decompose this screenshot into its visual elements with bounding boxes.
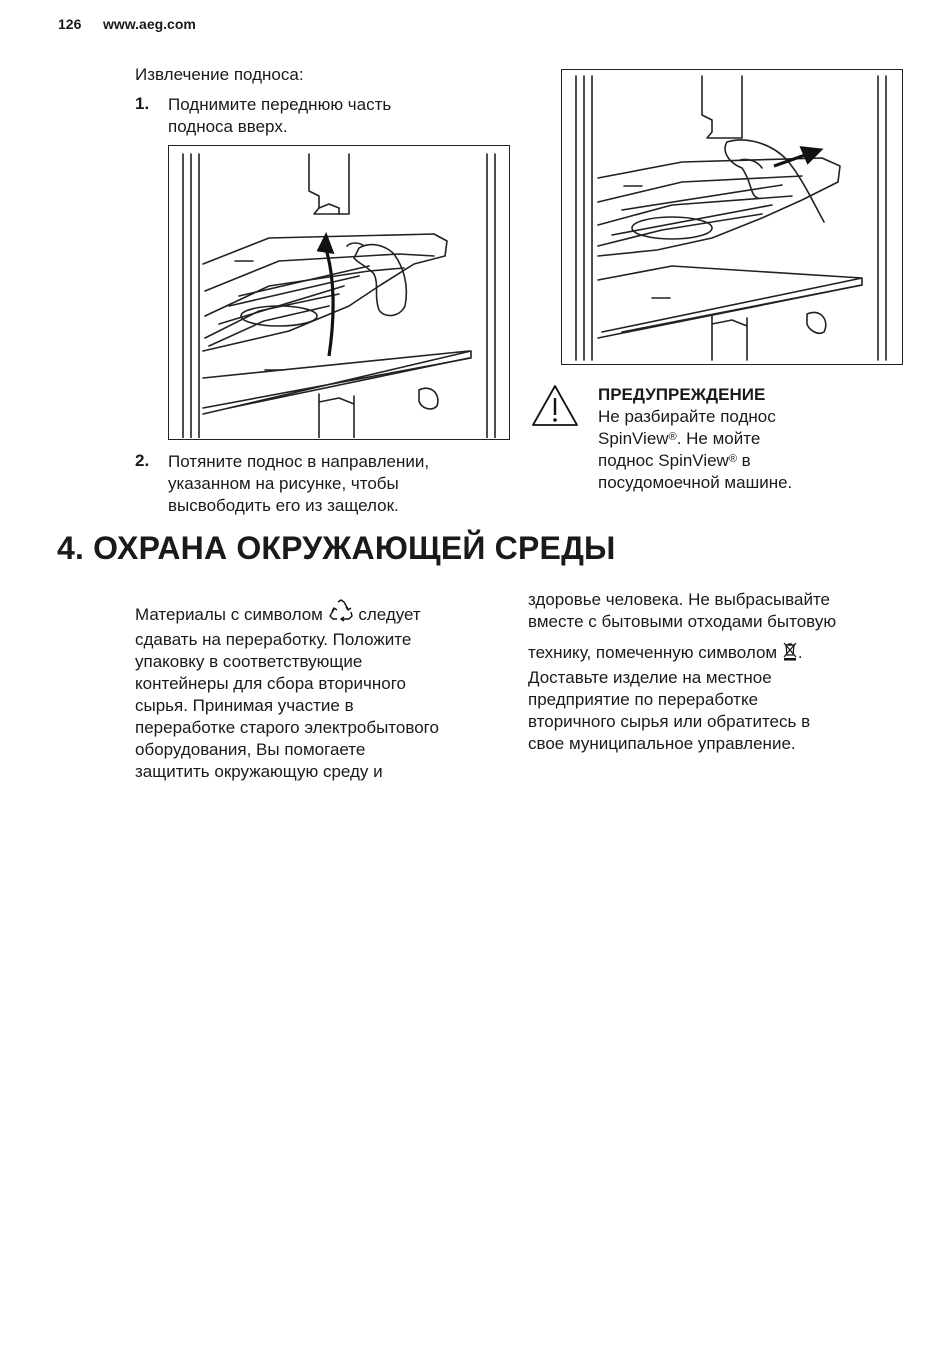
warning-text: в — [736, 451, 751, 470]
step-2-line: указанном на рисунке, чтобы — [168, 474, 399, 493]
lift-tray-illustration — [169, 146, 508, 438]
env-right-column — [528, 589, 908, 755]
warning-block — [598, 384, 898, 494]
figure-lift-tray — [168, 145, 510, 440]
figure-pull-tray — [561, 69, 903, 365]
warning-title: ПРЕДУПРЕЖДЕНИЕ — [598, 385, 766, 404]
step-1-line: подноса вверх. — [168, 117, 288, 136]
env-line: контейнеры для сбора вторичного — [135, 674, 406, 693]
section-title: 4. ОХРАНА ОКРУЖАЮЩЕЙ СРЕДЫ — [57, 530, 616, 566]
warning-text: поднос SpinView — [598, 451, 729, 470]
env-left-column — [135, 599, 505, 783]
env-line: сырья. Принимая участие в — [135, 696, 354, 715]
warning-line — [598, 428, 898, 450]
registered-mark: ® — [668, 431, 677, 443]
env-line: защитить окружающую среду и — [135, 762, 383, 781]
warning-triangle-icon — [530, 383, 580, 434]
step-2-number: 2. — [135, 451, 150, 470]
step-2-line: высвободить его из защелок. — [168, 496, 399, 515]
step-1-line: Поднимите переднюю часть — [168, 95, 392, 114]
env-line — [135, 599, 505, 629]
step-1-number: 1. — [135, 94, 150, 113]
env-line: вторичного сырья или обратитесь в — [528, 712, 811, 731]
step-1-text — [168, 94, 468, 138]
warning-line — [598, 450, 898, 472]
recycle-icon — [328, 599, 354, 629]
env-text: технику, помеченную символом — [528, 643, 778, 662]
site-url[interactable]: www.aeg.com — [103, 16, 196, 32]
env-text: Материалы с символом — [135, 605, 323, 624]
warning-text: SpinView — [598, 429, 669, 448]
env-line — [528, 641, 908, 667]
env-line: здоровье человека. Не выбрасывайте — [528, 590, 830, 609]
env-text: . — [797, 643, 803, 662]
env-line: оборудования, Вы помогаете — [135, 740, 366, 759]
registered-mark: ® — [728, 453, 737, 465]
step-2-line: Потяните поднос в направлении, — [168, 452, 430, 471]
page-number: 126 — [58, 16, 82, 32]
env-line: переработке старого электробытового — [135, 718, 439, 737]
warning-line: посудомоечной машине. — [598, 473, 793, 492]
removal-intro: Извлечение подноса: — [135, 65, 304, 84]
step-2-text — [168, 451, 488, 517]
env-line: свое муниципальное управление. — [528, 734, 796, 753]
pull-tray-illustration — [562, 70, 901, 363]
env-line: Доставьте изделие на местное — [528, 668, 772, 687]
env-line: упаковку в соответствующие — [135, 652, 363, 671]
env-line: сдавать на переработку. Положите — [135, 630, 412, 649]
env-line: вместе с бытовыми отходами бытовую — [528, 612, 837, 631]
warning-text: . Не мойте — [676, 429, 761, 448]
env-text: следует — [358, 605, 421, 624]
crossed-bin-icon — [782, 641, 798, 667]
env-line: предприятие по переработке — [528, 690, 759, 709]
warning-line: Не разбирайте поднос — [598, 407, 776, 426]
